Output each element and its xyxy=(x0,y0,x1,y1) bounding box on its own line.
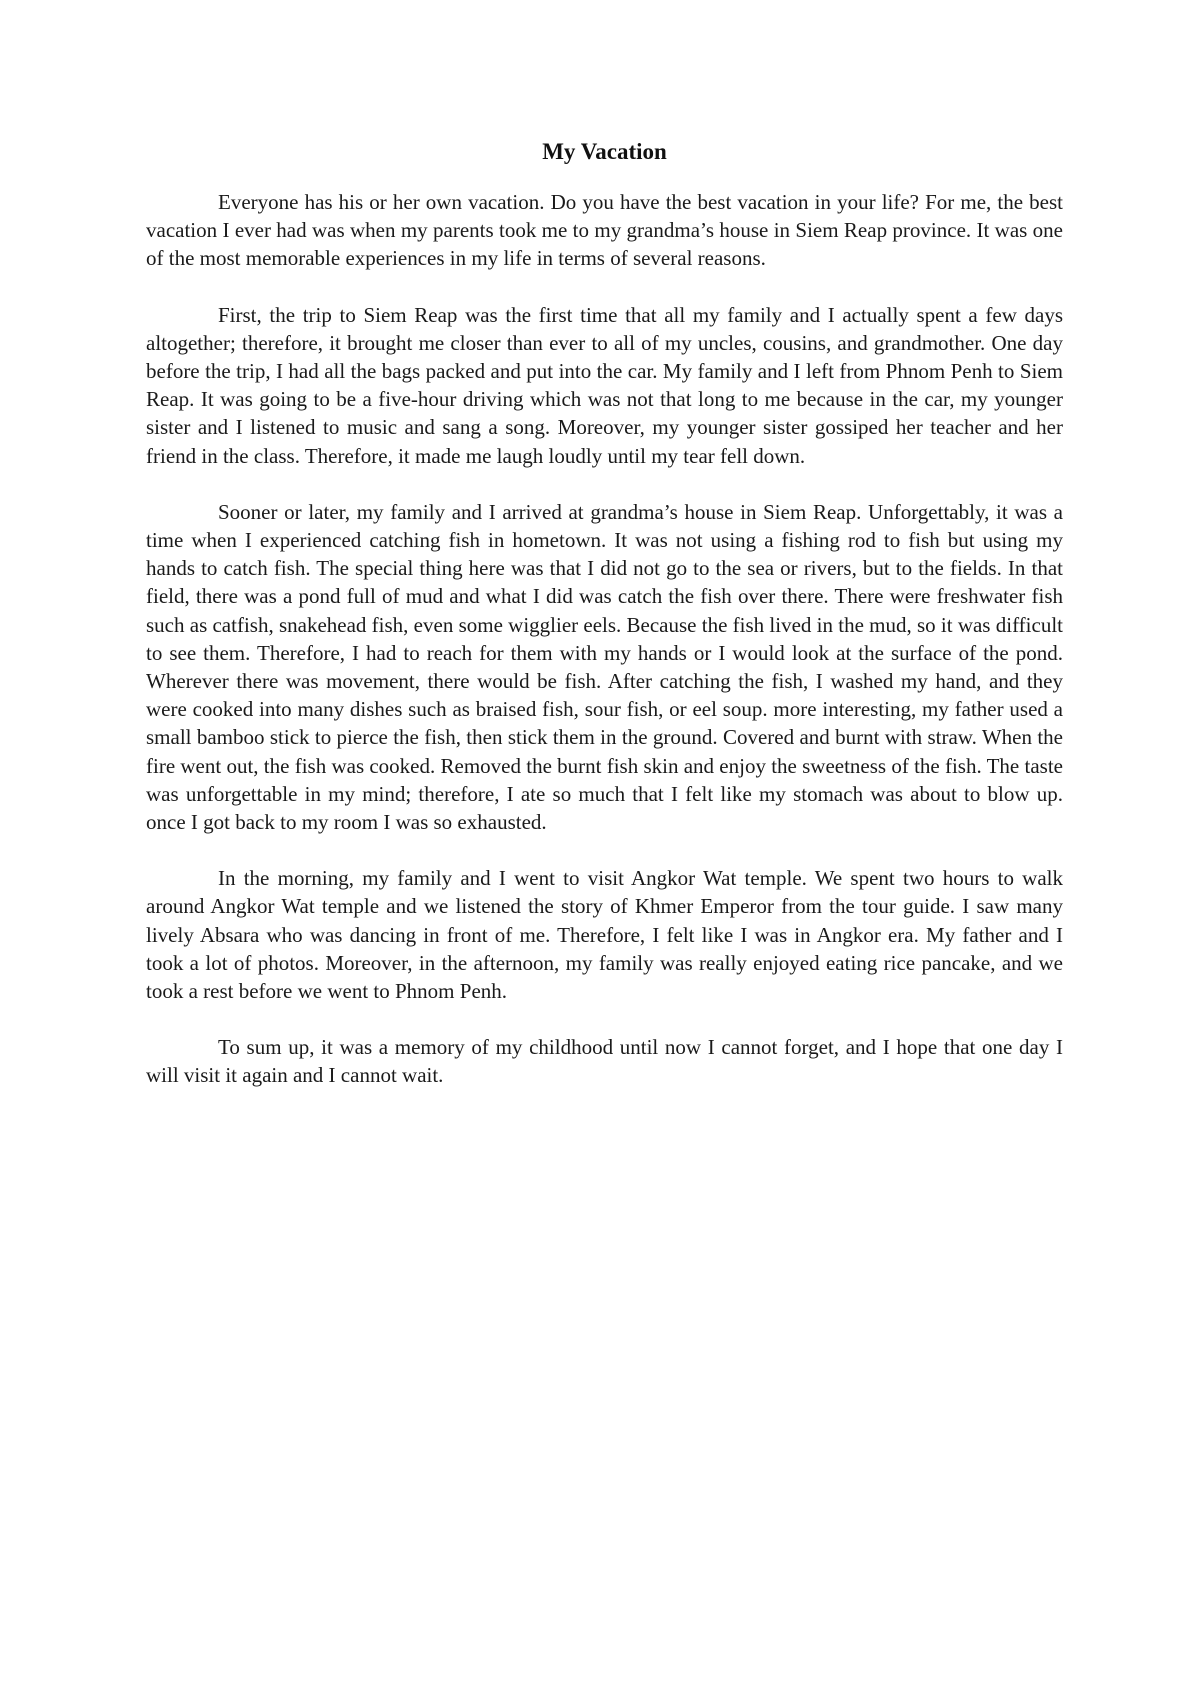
paragraph-trip: First, the trip to Siem Reap was the first time that all my family and I actually spent a few days altogether; therefore, it brought me closer than ever to all of my uncles, cousins, and grandmother. One day before the trip, I had all the bags packed and put into the car. My family and I left from Phnom Penh to Siem Reap. It was going to be a five-hour driving which was not that long to me because in the car, my younger sister and I listened to music and sang a song. Moreover, my younger sister gossiped her teacher and her friend in the class. Therefore, it made me laugh loudly until my tear fell down. xyxy=(146,302,1063,468)
paragraph-angkor-wat: In the morning, my family and I went to visit Angkor Wat temple. We spent two hours to walk around Angkor Wat temple and we listened the story of Khmer Emperor from the tour guide. I saw many lively Absara who was dancing in front of me. Therefore, I felt like I was in Angkor era. My father and I took a lot of photos. Moreover, in the afternoon, my family was really enjoyed eating rice pancake, and we took a rest before we went to Phnom Penh. xyxy=(146,866,1063,1004)
document-title: My Vacation xyxy=(542,139,667,164)
paragraph-intro: Everyone has his or her own vacation. Do you have the best vacation in your life? For me, the best vacation I ever had was when my parents took me to my grandma’s house in Siem Reap province. It was one of the most memorable experiences in my life in terms of several reasons. xyxy=(146,190,1063,271)
paragraph-fishing: Sooner or later, my family and I arrived at grandma’s house in Siem Reap. Unforgettably, it was a time when I experienced catching fish in hometown. It was not using a fishing rod to fish but using my hands to catch fish. The special thing here was that I did not go to the sea or rivers, but to the fields. In that field, there was a pond full of mud and what I did was catch the fish over there. There were freshwater fish such as catfish, snakehead fish, even some wigglier eels. Because the fish lived in the mud, so it was difficult to see them. Therefore, I had to reach for them with my hands or I would look at the surface of the pond. Wherever there was movement, there would be fish. After catching the fish, I washed my hand, and they were cooked into many dishes such as braised fish, sour fish, or eel soup. more interesting, my father used a small bamboo stick to pierce the fish, then stick them in the ground. Covered and burnt with straw. When the fire went out, the fish was cooked. Removed the burnt fish skin and enjoy the sweetness of the fish. The taste was unforgettable in my mind; therefore, I ate so much that I felt like my stomach was about to blow up. once I got back to my room I was so exhausted. xyxy=(146,499,1063,835)
document-body xyxy=(146,138,1063,1118)
paragraph-conclusion: To sum up, it was a memory of my childhood until now I cannot forget, and I hope that one day I will visit it again and I cannot wait. xyxy=(146,1035,1063,1088)
